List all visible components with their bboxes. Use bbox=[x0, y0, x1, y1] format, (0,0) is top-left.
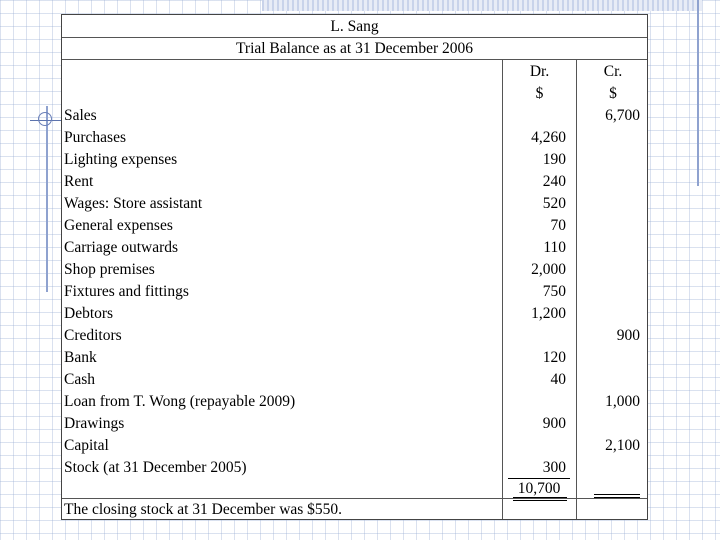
debit-amount: 70 bbox=[550, 217, 566, 234]
debit-amount: 190 bbox=[542, 151, 566, 168]
account-row bbox=[62, 149, 647, 171]
rule bbox=[62, 37, 647, 38]
debit-amount: 750 bbox=[542, 283, 566, 300]
account-name: Capital bbox=[64, 437, 109, 454]
account-row bbox=[62, 193, 647, 215]
account-name: Debtors bbox=[64, 305, 114, 322]
account-name: Lighting expenses bbox=[64, 151, 178, 168]
credit-amount: 6,700 bbox=[605, 107, 640, 124]
debit-amount: 240 bbox=[542, 173, 566, 190]
account-row bbox=[62, 171, 647, 193]
debit-amount: 300 bbox=[542, 459, 566, 476]
slide-right-decoration bbox=[697, 0, 699, 186]
account-row bbox=[62, 215, 647, 237]
account-name: Creditors bbox=[64, 327, 122, 344]
debit-total-double-underline bbox=[513, 500, 567, 501]
account-name: Cash bbox=[64, 371, 95, 388]
account-name: Carriage outwards bbox=[64, 239, 179, 256]
account-row bbox=[62, 369, 647, 391]
account-row bbox=[62, 325, 647, 347]
account-row bbox=[62, 391, 647, 413]
debit-amount: 40 bbox=[550, 371, 566, 388]
credit-total-double-underline bbox=[594, 494, 640, 495]
debit-amount: 1,200 bbox=[531, 305, 566, 322]
account-row bbox=[62, 435, 647, 457]
account-row bbox=[62, 237, 647, 259]
account-name: Wages: Store assistant bbox=[64, 195, 203, 212]
account-name: Drawings bbox=[64, 415, 125, 432]
slide-ring-decoration bbox=[38, 112, 52, 126]
dr-column-header: Dr. bbox=[529, 63, 550, 80]
account-row bbox=[62, 303, 647, 325]
dr-currency-unit: $ bbox=[535, 85, 544, 102]
account-row bbox=[62, 347, 647, 369]
debit-amount: 120 bbox=[542, 349, 566, 366]
statement-title: Trial Balance as at 31 December 2006 bbox=[235, 40, 474, 57]
account-name: Rent bbox=[64, 173, 94, 190]
credit-total-double-underline bbox=[594, 497, 640, 498]
rule bbox=[62, 59, 647, 60]
debit-amount: 900 bbox=[542, 415, 566, 432]
account-row bbox=[62, 105, 647, 127]
account-name: Loan from T. Wong (repayable 2009) bbox=[64, 393, 296, 410]
trial-balance-table bbox=[61, 14, 648, 520]
credit-amount: 900 bbox=[616, 327, 640, 344]
debit-amount: 4,260 bbox=[531, 129, 566, 146]
account-row bbox=[62, 127, 647, 149]
account-name: General expenses bbox=[64, 217, 173, 234]
credit-amount: 2,100 bbox=[605, 437, 640, 454]
cr-column-header: Cr. bbox=[603, 63, 623, 80]
account-name: Sales bbox=[64, 107, 97, 124]
cr-currency-unit: $ bbox=[609, 85, 617, 102]
account-name: Stock (at 31 December 2005) bbox=[64, 459, 247, 476]
debit-total: 10,700 bbox=[508, 478, 570, 499]
account-row bbox=[62, 413, 647, 435]
account-name: Purchases bbox=[64, 129, 126, 146]
account-name: Fixtures and fittings bbox=[64, 283, 189, 300]
slide-top-decoration bbox=[262, 0, 702, 11]
account-row bbox=[62, 281, 647, 303]
slide-left-vertical-decoration bbox=[46, 106, 48, 292]
debit-amount: 110 bbox=[543, 239, 566, 256]
debit-total-double-underline bbox=[513, 497, 567, 498]
account-name: Bank bbox=[64, 349, 97, 366]
closing-stock-note: The closing stock at 31 December was $550. bbox=[64, 501, 343, 518]
account-row bbox=[62, 457, 647, 479]
debit-amount: 2,000 bbox=[531, 261, 566, 278]
ledger-owner-name: L. Sang bbox=[330, 18, 379, 35]
account-row bbox=[62, 259, 647, 281]
credit-amount: 1,000 bbox=[605, 393, 640, 410]
account-name: Shop premises bbox=[64, 261, 155, 278]
debit-amount: 520 bbox=[542, 195, 566, 212]
